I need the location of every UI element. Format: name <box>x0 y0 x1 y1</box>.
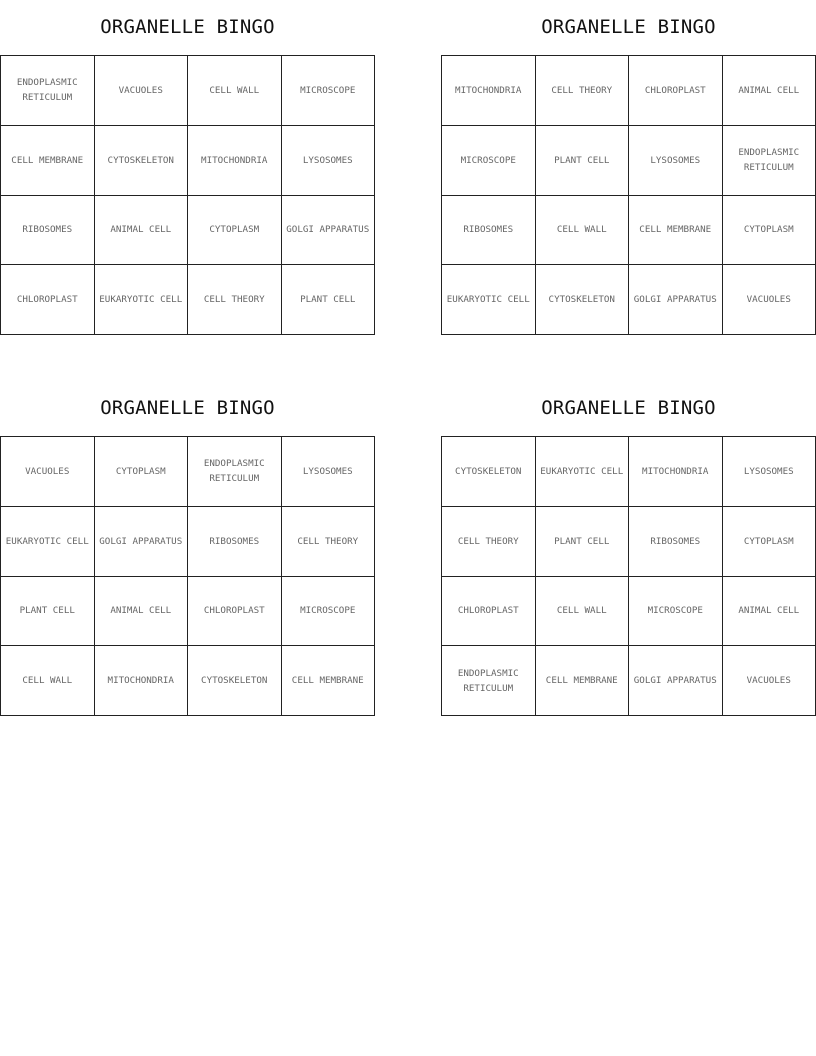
bingo-cell: GOLGI APPARATUS <box>282 196 376 266</box>
bingo-cell: ANIMAL CELL <box>95 577 189 647</box>
bingo-cell: CELL MEMBRANE <box>1 126 95 196</box>
card-title: ORGANELLE BINGO <box>541 16 716 38</box>
bingo-cell: LYSOSOMES <box>282 437 376 507</box>
bingo-cell: MICROSCOPE <box>282 577 376 647</box>
bingo-grid <box>441 436 816 716</box>
bingo-cell: CELL THEORY <box>442 507 536 577</box>
bingo-cell: PLANT CELL <box>1 577 95 647</box>
bingo-cell: RIBOSOMES <box>442 196 536 266</box>
bingo-cell: CHLOROPLAST <box>629 56 723 126</box>
bingo-cell: CYTOPLASM <box>188 196 282 266</box>
bingo-cell: PLANT CELL <box>536 126 630 196</box>
card-title: ORGANELLE BINGO <box>100 397 275 419</box>
bingo-cell: ENDOPLASMIC RETICULUM <box>723 126 816 196</box>
bingo-cell: CELL MEMBRANE <box>282 646 376 716</box>
bingo-cell: ANIMAL CELL <box>95 196 189 266</box>
bingo-cell: VACUOLES <box>723 646 816 716</box>
bingo-cell: PLANT CELL <box>282 265 376 335</box>
card-title: ORGANELLE BINGO <box>541 397 716 419</box>
bingo-cell: MITOCHONDRIA <box>95 646 189 716</box>
bingo-cell: MICROSCOPE <box>282 56 376 126</box>
bingo-cell: RIBOSOMES <box>1 196 95 266</box>
bingo-cell: CYTOSKELETON <box>442 437 536 507</box>
bingo-cell: EUKARYOTIC CELL <box>442 265 536 335</box>
bingo-cell: GOLGI APPARATUS <box>629 646 723 716</box>
bingo-cell: EUKARYOTIC CELL <box>95 265 189 335</box>
bingo-cell: RIBOSOMES <box>629 507 723 577</box>
bingo-cell: CELL MEMBRANE <box>629 196 723 266</box>
bingo-cell: MITOCHONDRIA <box>629 437 723 507</box>
bingo-cell: ANIMAL CELL <box>723 577 816 647</box>
bingo-cell: LYSOSOMES <box>282 126 376 196</box>
bingo-cell: CELL THEORY <box>536 56 630 126</box>
bingo-cell: VACUOLES <box>723 265 816 335</box>
bingo-cell: CYTOPLASM <box>95 437 189 507</box>
bingo-cell: VACUOLES <box>95 56 189 126</box>
bingo-cell: LYSOSOMES <box>723 437 816 507</box>
bingo-cell: EUKARYOTIC CELL <box>1 507 95 577</box>
card-title: ORGANELLE BINGO <box>100 16 275 38</box>
bingo-cell: CELL WALL <box>536 196 630 266</box>
bingo-cell: EUKARYOTIC CELL <box>536 437 630 507</box>
bingo-cell: GOLGI APPARATUS <box>95 507 189 577</box>
bingo-cell: CELL WALL <box>1 646 95 716</box>
bingo-cell: CHLOROPLAST <box>442 577 536 647</box>
bingo-cell: MICROSCOPE <box>442 126 536 196</box>
bingo-cell: CELL WALL <box>188 56 282 126</box>
bingo-cell: CYTOPLASM <box>723 507 816 577</box>
bingo-cell: CHLOROPLAST <box>1 265 95 335</box>
bingo-cell: CELL WALL <box>536 577 630 647</box>
bingo-grid <box>0 436 375 716</box>
bingo-cell: LYSOSOMES <box>629 126 723 196</box>
bingo-cell: CELL THEORY <box>282 507 376 577</box>
bingo-cell: MICROSCOPE <box>629 577 723 647</box>
bingo-cell: MITOCHONDRIA <box>442 56 536 126</box>
bingo-cell: CELL MEMBRANE <box>536 646 630 716</box>
bingo-cell: ANIMAL CELL <box>723 56 816 126</box>
bingo-cell: CYTOSKELETON <box>95 126 189 196</box>
bingo-cell: VACUOLES <box>1 437 95 507</box>
bingo-cell: CYTOPLASM <box>723 196 816 266</box>
bingo-cell: CHLOROPLAST <box>188 577 282 647</box>
bingo-cell: ENDOPLASMIC RETICULUM <box>442 646 536 716</box>
bingo-cell: ENDOPLASMIC RETICULUM <box>188 437 282 507</box>
bingo-cell: ENDOPLASMIC RETICULUM <box>1 56 95 126</box>
bingo-cell: CELL THEORY <box>188 265 282 335</box>
bingo-cell: CYTOSKELETON <box>188 646 282 716</box>
bingo-cell: MITOCHONDRIA <box>188 126 282 196</box>
bingo-grid <box>0 55 375 335</box>
bingo-cell: CYTOSKELETON <box>536 265 630 335</box>
bingo-cell: PLANT CELL <box>536 507 630 577</box>
bingo-cell: RIBOSOMES <box>188 507 282 577</box>
bingo-grid <box>441 55 816 335</box>
bingo-cell: GOLGI APPARATUS <box>629 265 723 335</box>
